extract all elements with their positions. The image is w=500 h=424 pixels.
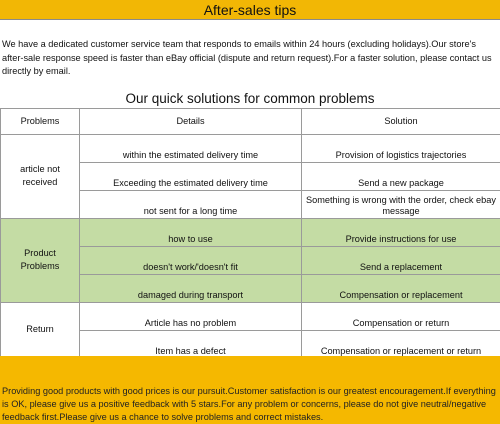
solution-cell: Send a replacement (302, 247, 500, 275)
detail-cell: not sent for a long time (80, 191, 302, 219)
table-row (1, 303, 500, 331)
solutions-table (0, 108, 500, 359)
header-solution: Solution (302, 109, 500, 135)
detail-cell: Article has no problem (80, 303, 302, 331)
footer-message: Providing good products with good prices is our pursuit.Customer satisfaction is our greatest encouragement.If everything is OK, please give us a positive feedback with 5 stars.For any problem or concerns, please do not give neutral/negative feedback first.Please give us a chance to solve problems and correct mistakes. (2, 386, 496, 422)
table-row (1, 219, 500, 247)
table-row (1, 135, 500, 163)
section-title: Our quick solutions for common problems (125, 91, 375, 106)
category-product-problems: Product Problems (1, 219, 80, 303)
detail-cell: Item has a defect (80, 331, 302, 359)
solution-cell: Compensation or replacement or return (302, 331, 500, 359)
category-not-received: article not received (1, 135, 80, 219)
detail-cell: Exceeding the estimated delivery time (80, 163, 302, 191)
detail-cell: doesn't work/'doesn't fit (80, 247, 302, 275)
solution-cell: Send a new package (302, 163, 500, 191)
detail-cell: within the estimated delivery time (80, 135, 302, 163)
footer-banner (0, 356, 500, 424)
solution-cell: Compensation or replacement (302, 275, 500, 303)
solution-cell: Provide instructions for use (302, 219, 500, 247)
page-title: After-sales tips (0, 0, 500, 20)
intro-paragraph: We have a dedicated customer service team that responds to emails within 24 hours (excluding holidays).Our store's after-sale response speed is faster than eBay official (dispute and return request).For a faster solution, please contact us directly by email. (2, 39, 492, 76)
solution-cell: Something is wrong with the order, check ebay message (302, 191, 500, 219)
header-problems: Problems (1, 109, 80, 135)
solution-cell: Compensation or return (302, 303, 500, 331)
detail-cell: how to use (80, 219, 302, 247)
header-details: Details (80, 109, 302, 135)
detail-cell: damaged during transport (80, 275, 302, 303)
table-header-row (1, 109, 500, 135)
category-return: Return (1, 303, 80, 359)
solution-cell: Provision of logistics trajectories (302, 135, 500, 163)
